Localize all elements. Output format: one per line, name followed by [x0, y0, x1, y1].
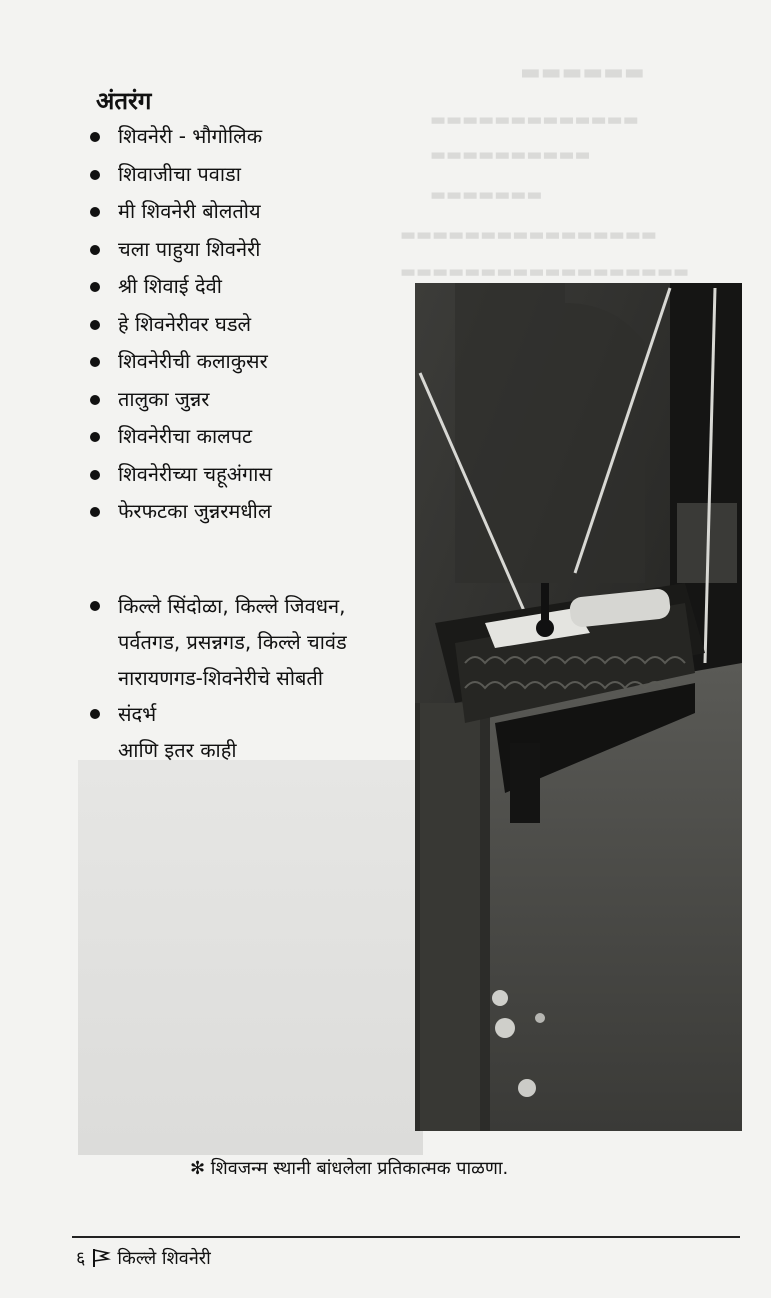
contents-item-label: आणि इतर काही — [118, 738, 237, 762]
bullet-icon — [90, 601, 100, 611]
contents-item — [86, 231, 416, 269]
cradle-photo-illustration — [415, 283, 742, 1131]
contents-item — [86, 381, 416, 419]
bullet-icon — [90, 357, 100, 367]
contents-item-label: पर्वतगड, प्रसन्नगड, किल्ले चावंड — [118, 630, 347, 654]
bullet-icon — [90, 245, 100, 255]
contents-item — [86, 193, 416, 231]
flag-icon — [91, 1248, 111, 1268]
contents-item-label: शिवाजीचा पवाडा — [118, 161, 241, 186]
contents-item — [86, 343, 416, 381]
bleed-through-text: ▬▬▬▬▬▬▬▬▬▬▬▬▬▬▬▬▬▬ — [400, 262, 690, 282]
bleed-through-text: ▬▬▬▬▬▬ — [520, 60, 645, 85]
contents-item-forts — [86, 588, 416, 696]
contents-item — [86, 268, 416, 306]
contents-item-label: नारायणगड-शिवनेरीचे सोबती — [118, 666, 323, 690]
contents-item-label: शिवनेरीची कलाकुसर — [118, 349, 268, 373]
contents-item-references — [86, 696, 416, 768]
bullet-icon — [90, 170, 100, 180]
footer-rule — [72, 1236, 740, 1238]
bullet-icon — [90, 432, 100, 442]
contents-item — [86, 306, 416, 344]
bleed-through-text: ▬▬▬▬▬▬▬▬▬▬▬▬▬ — [430, 110, 639, 130]
bullet-icon — [90, 320, 100, 330]
contents-item-label: चला पाहुया शिवनेरी — [118, 236, 261, 261]
contents-item-label: फेरफटका जुन्नरमधील — [118, 499, 272, 523]
contents-item — [86, 156, 416, 194]
contents-heading: अंतरंग — [96, 87, 152, 115]
contents-item — [86, 456, 416, 494]
bullet-icon — [90, 395, 100, 405]
bleed-through-text: ▬▬▬▬▬▬▬▬▬▬ — [430, 145, 591, 165]
contents-item-label: मी शिवनेरी बोलतोय — [118, 199, 261, 223]
contents-item-label: संदर्भ — [118, 702, 157, 726]
contents-item-label: श्री शिवाई देवी — [118, 274, 222, 298]
cradle-photo — [415, 283, 742, 1131]
bleed-through-text: ▬▬▬▬▬▬▬ — [430, 185, 543, 205]
bullet-icon — [90, 470, 100, 480]
book-title: किल्ले शिवनेरी — [117, 1248, 211, 1269]
contents-list — [86, 118, 416, 531]
contents-item-label: शिवनेरीचा कालपट — [118, 424, 253, 448]
contents-list-continued — [86, 588, 416, 768]
bullet-icon — [90, 282, 100, 292]
bullet-icon — [90, 132, 100, 142]
contents-item — [86, 418, 416, 456]
contents-item-label: शिवनेरीच्या चहूअंगास — [118, 461, 272, 486]
page-footer — [76, 1246, 211, 1270]
page-number: ६ — [76, 1248, 86, 1269]
photo-caption: ✻ शिवजन्म स्थानी बांधलेला प्रतिकात्मक पाळणा. — [190, 1158, 509, 1179]
shaded-panel — [78, 760, 423, 1155]
bullet-icon — [90, 207, 100, 217]
bullet-icon — [90, 709, 100, 719]
bleed-through-text: ▬▬▬▬▬▬▬▬▬▬▬▬▬▬▬▬ — [400, 225, 657, 245]
contents-item-label: किल्ले सिंदोळा, किल्ले जिवधन, — [118, 594, 346, 618]
contents-item-label: तालुका जुन्नर — [118, 386, 210, 411]
contents-item — [86, 493, 416, 531]
bullet-icon — [90, 507, 100, 517]
contents-item — [86, 118, 416, 156]
contents-item-label: हे शिवनेरीवर घडले — [118, 311, 252, 336]
contents-item-label: शिवनेरी - भौगोलिक — [118, 124, 263, 148]
